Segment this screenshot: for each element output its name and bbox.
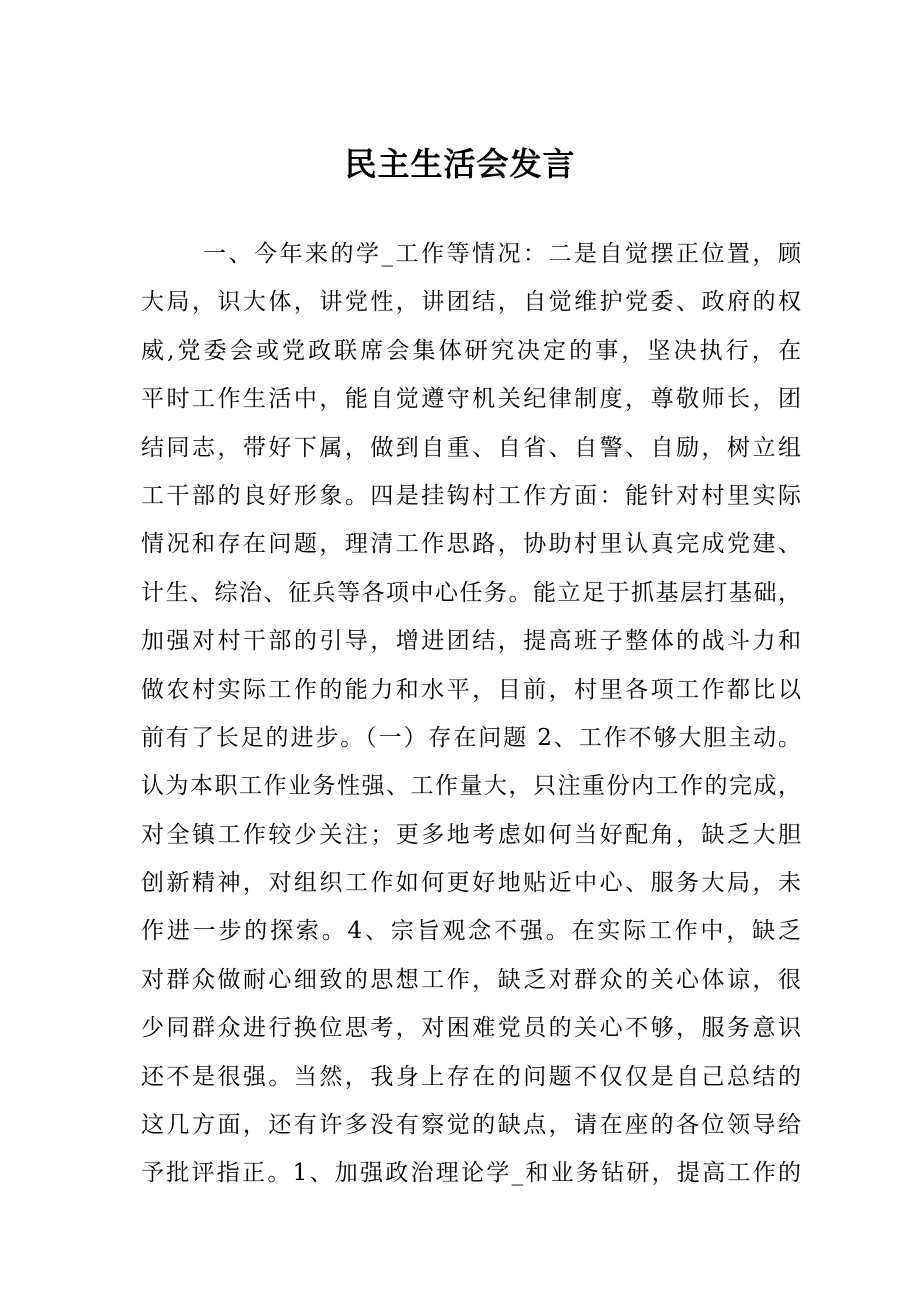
body-line: 对全镇工作较少关注；更多地考虑如何当好配角，缺乏大胆 <box>141 821 801 848</box>
body-line: 对群众做耐心细致的思想工作，缺乏对群众的关心体谅，很 <box>141 966 801 993</box>
body-line: 结同志，带好下属，做到自重、自省、自警、自励，树立组 <box>141 434 801 461</box>
body-line: 还不是很强。当然，我身上存在的问题不仅仅是自己总结的 <box>141 1063 801 1090</box>
body-line: 认为本职工作业务性强、工作量大，只注重份内工作的完成， <box>141 773 801 800</box>
body-line: 前有了长足的进步。（一）存在问题 2、工作不够大胆主动。 <box>141 724 801 751</box>
document-title: 民主生活会发言 <box>344 145 576 183</box>
body-line: 少同群众进行换位思考，对困难党员的关心不够，服务意识 <box>141 1015 801 1042</box>
body-line: 情况和存在问题，理清工作思路，协助村里认真完成党建、 <box>141 531 801 558</box>
body-line: 创新精神，对组织工作如何更好地贴近中心、服务大局，未 <box>141 870 801 897</box>
body-line: 工干部的良好形象。四是挂钩村工作方面：能针对村里实际 <box>141 482 801 509</box>
body-line: 威,党委会或党政联席会集体研究决定的事，坚决执行，在 <box>141 337 801 364</box>
body-line: 一、今年来的学_工作等情况：二是自觉摆正位置，顾 <box>203 241 801 267</box>
body-line: 平时工作生活中，能自觉遵守机关纪律制度，尊敬师长，团 <box>141 386 801 413</box>
body-line: 大局，识大体，讲党性，讲团结，自觉维护党委、政府的权 <box>141 289 801 316</box>
body-line: 做农村实际工作的能力和水平，目前，村里各项工作都比以 <box>141 676 801 703</box>
body-line: 这几方面，还有许多没有察觉的缺点，请在座的各位领导给 <box>141 1112 801 1139</box>
body-line: 计生、综治、征兵等各项中心任务。能立足于抓基层打基础， <box>141 579 801 606</box>
body-line: 予批评指正。1、加强政治理论学_和业务钻研，提高工作的 <box>141 1160 801 1187</box>
document-body <box>141 230 801 1198</box>
body-line: 作进一步的探索。4、宗旨观念不强。在实际工作中，缺乏 <box>141 918 801 945</box>
body-line: 加强对村干部的引导，增进团结，提高班子整体的战斗力和 <box>141 628 801 655</box>
